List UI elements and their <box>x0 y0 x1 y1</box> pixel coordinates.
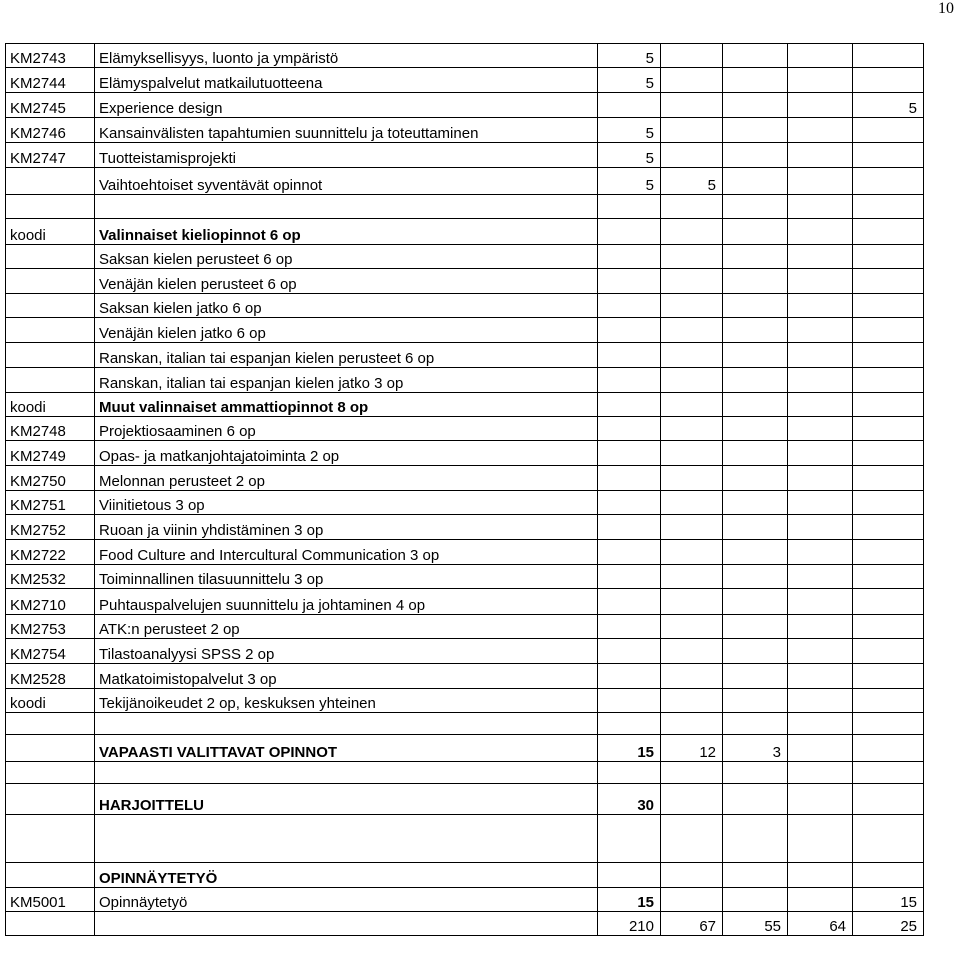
table-row <box>6 93 924 118</box>
table-row <box>6 540 924 565</box>
empty-cell <box>853 762 924 784</box>
credit-cell <box>723 466 788 491</box>
course-code <box>6 912 95 936</box>
credit-cell <box>788 68 853 93</box>
course-code: KM2743 <box>6 44 95 68</box>
course-code <box>6 735 95 762</box>
course-name <box>95 195 598 219</box>
table-row <box>6 589 924 615</box>
credit-cell <box>788 639 853 664</box>
course-name: Opas- ja matkanjohtajatoiminta 2 op <box>95 441 598 466</box>
table-row <box>6 269 924 294</box>
credit-cell <box>853 589 924 615</box>
credit-cell <box>661 44 723 68</box>
page-number: 10 <box>938 0 954 17</box>
credit-cell <box>661 368 723 393</box>
table-row <box>6 565 924 589</box>
credit-cell <box>788 515 853 540</box>
course-code: KM2744 <box>6 68 95 93</box>
credit-cell <box>723 565 788 589</box>
credit-cell <box>723 68 788 93</box>
credit-cell <box>788 689 853 713</box>
credit-cell <box>853 294 924 318</box>
credit-cell <box>853 689 924 713</box>
credit-cell <box>661 93 723 118</box>
credit-cell <box>661 318 723 343</box>
credit-cell <box>661 219 723 245</box>
credit-cell <box>723 393 788 417</box>
course-name: Puhtauspalvelujen suunnittelu ja johtaminen 4 op <box>95 589 598 615</box>
empty-cell <box>788 762 853 784</box>
credit-cell <box>661 245 723 269</box>
course-code: koodi <box>6 393 95 417</box>
empty-cell <box>95 815 598 863</box>
empty-cell <box>95 762 598 784</box>
course-code: KM5001 <box>6 888 95 912</box>
credit-cell <box>661 294 723 318</box>
course-code <box>6 195 95 219</box>
credit-cell <box>723 441 788 466</box>
credit-cell <box>661 615 723 639</box>
credit-cell <box>723 515 788 540</box>
credit-cell <box>723 318 788 343</box>
credit-cell <box>661 441 723 466</box>
credit-cell <box>723 219 788 245</box>
credit-cell <box>788 44 853 68</box>
course-code: KM2748 <box>6 417 95 441</box>
credit-cell <box>661 269 723 294</box>
empty-cell <box>661 815 723 863</box>
empty-cell <box>723 713 788 735</box>
credit-cell <box>723 615 788 639</box>
credit-cell <box>853 639 924 664</box>
course-name: Tekijänoikeudet 2 op, keskuksen yhteinen <box>95 689 598 713</box>
credit-cell <box>598 689 661 713</box>
table-row <box>6 294 924 318</box>
empty-cell <box>598 815 661 863</box>
course-name <box>95 912 598 936</box>
course-name: Food Culture and Intercultural Communication 3 op <box>95 540 598 565</box>
table-row <box>6 195 924 219</box>
table-row <box>6 118 924 143</box>
course-code: koodi <box>6 219 95 245</box>
course-name: Projektiosaaminen 6 op <box>95 417 598 441</box>
credit-cell: 15 <box>598 888 661 912</box>
credit-cell <box>723 44 788 68</box>
course-code <box>6 168 95 195</box>
credit-cell: 15 <box>853 888 924 912</box>
course-code: KM2752 <box>6 515 95 540</box>
credit-cell <box>788 118 853 143</box>
credit-cell <box>598 466 661 491</box>
credit-cell: 30 <box>598 784 661 815</box>
credit-cell <box>853 441 924 466</box>
table-row <box>6 245 924 269</box>
credit-cell <box>788 143 853 168</box>
table-row <box>6 888 924 912</box>
table-row <box>6 515 924 540</box>
section-heading-vapaasti: VAPAASTI VALITTAVAT OPINNOT <box>95 735 598 762</box>
credit-cell <box>788 863 853 888</box>
credit-cell <box>788 491 853 515</box>
credit-cell <box>661 888 723 912</box>
course-code <box>6 368 95 393</box>
course-name: Vaihtoehtoiset syventävät opinnot <box>95 168 598 195</box>
course-name: Toiminnallinen tilasuunnittelu 3 op <box>95 565 598 589</box>
credit-cell <box>853 491 924 515</box>
course-code: KM2754 <box>6 639 95 664</box>
course-code <box>6 294 95 318</box>
credit-cell <box>598 565 661 589</box>
credit-cell <box>661 491 723 515</box>
credit-cell <box>661 118 723 143</box>
credit-cell <box>853 68 924 93</box>
section-heading-opinnaytetyo: OPINNÄYTETYÖ <box>95 863 598 888</box>
credit-cell <box>788 269 853 294</box>
credit-cell <box>661 784 723 815</box>
credit-cell <box>661 863 723 888</box>
credit-cell <box>723 784 788 815</box>
credit-cell <box>853 269 924 294</box>
table-row <box>6 863 924 888</box>
course-name: ATK:n perusteet 2 op <box>95 615 598 639</box>
empty-cell <box>95 713 598 735</box>
empty-cell <box>598 713 661 735</box>
credit-cell <box>661 343 723 368</box>
course-name: Saksan kielen jatko 6 op <box>95 294 598 318</box>
course-code: KM2532 <box>6 565 95 589</box>
credit-cell <box>661 589 723 615</box>
credit-cell <box>723 368 788 393</box>
credit-cell <box>598 93 661 118</box>
credit-cell <box>853 565 924 589</box>
course-name: Viinitietous 3 op <box>95 491 598 515</box>
table-row <box>6 615 924 639</box>
table-row <box>6 466 924 491</box>
table-row <box>6 664 924 689</box>
course-name: Venäjän kielen perusteet 6 op <box>95 269 598 294</box>
total-cell: 210 <box>598 912 661 936</box>
course-name: Experience design <box>95 93 598 118</box>
table-row <box>6 417 924 441</box>
credit-cell <box>788 393 853 417</box>
section-heading-harjoittelu: HARJOITTELU <box>95 784 598 815</box>
empty-cell <box>6 762 95 784</box>
credit-cell: 5 <box>598 44 661 68</box>
course-code <box>6 343 95 368</box>
table-row <box>6 318 924 343</box>
credit-cell <box>853 318 924 343</box>
empty-cell <box>788 713 853 735</box>
course-code: KM2722 <box>6 540 95 565</box>
table-row <box>6 784 924 815</box>
course-code: KM2746 <box>6 118 95 143</box>
credit-cell <box>598 615 661 639</box>
course-code <box>6 269 95 294</box>
total-cell: 25 <box>853 912 924 936</box>
course-code <box>6 784 95 815</box>
course-name: Tilastoanalyysi SPSS 2 op <box>95 639 598 664</box>
credit-cell <box>788 343 853 368</box>
empty-cell <box>661 713 723 735</box>
table-row <box>6 393 924 417</box>
course-code <box>6 318 95 343</box>
credit-cell <box>853 393 924 417</box>
course-code: KM2745 <box>6 93 95 118</box>
credit-cell: 3 <box>723 735 788 762</box>
credit-cell <box>598 294 661 318</box>
credit-cell <box>853 664 924 689</box>
course-code: KM2749 <box>6 441 95 466</box>
credit-cell <box>661 540 723 565</box>
credit-cell <box>853 245 924 269</box>
credit-cell <box>788 466 853 491</box>
spacer-row <box>6 762 924 784</box>
credit-cell <box>723 888 788 912</box>
credit-cell <box>723 540 788 565</box>
credit-cell <box>598 219 661 245</box>
credit-cell <box>598 318 661 343</box>
course-name: Matkatoimistopalvelut 3 op <box>95 664 598 689</box>
total-cell: 67 <box>661 912 723 936</box>
credit-cell <box>723 245 788 269</box>
credit-cell <box>723 689 788 713</box>
credit-cell <box>853 118 924 143</box>
credit-cell <box>723 589 788 615</box>
table-row <box>6 441 924 466</box>
credit-cell <box>723 168 788 195</box>
credit-cell: 5 <box>598 68 661 93</box>
curriculum-table <box>5 43 924 936</box>
empty-cell <box>723 815 788 863</box>
credit-cell <box>788 735 853 762</box>
empty-cell <box>661 762 723 784</box>
total-cell: 55 <box>723 912 788 936</box>
credit-cell <box>853 368 924 393</box>
credit-cell <box>661 68 723 93</box>
credit-cell <box>598 639 661 664</box>
table-row <box>6 219 924 245</box>
empty-cell <box>853 713 924 735</box>
credit-cell <box>723 269 788 294</box>
credit-cell <box>723 863 788 888</box>
credit-cell <box>723 639 788 664</box>
table-row <box>6 689 924 713</box>
course-name: Ranskan, italian tai espanjan kielen perusteet 6 op <box>95 343 598 368</box>
course-code: KM2751 <box>6 491 95 515</box>
credit-cell <box>661 466 723 491</box>
empty-cell <box>6 815 95 863</box>
empty-cell <box>6 713 95 735</box>
credit-cell <box>723 343 788 368</box>
credit-cell <box>853 168 924 195</box>
credit-cell <box>788 615 853 639</box>
credit-cell <box>723 664 788 689</box>
course-name: Ruoan ja viinin yhdistäminen 3 op <box>95 515 598 540</box>
credit-cell <box>788 565 853 589</box>
course-code: KM2750 <box>6 466 95 491</box>
credit-cell <box>661 393 723 417</box>
course-name: Elämyspalvelut matkailutuotteena <box>95 68 598 93</box>
table-row <box>6 491 924 515</box>
credit-cell <box>598 491 661 515</box>
credit-cell <box>661 664 723 689</box>
credit-cell <box>788 888 853 912</box>
credit-cell <box>788 368 853 393</box>
credit-cell <box>853 44 924 68</box>
credit-cell <box>598 589 661 615</box>
credit-cell <box>853 143 924 168</box>
course-code: KM2747 <box>6 143 95 168</box>
credit-cell <box>788 589 853 615</box>
course-code: KM2753 <box>6 615 95 639</box>
course-code <box>6 245 95 269</box>
credit-cell <box>723 491 788 515</box>
course-code: KM2710 <box>6 589 95 615</box>
table-row <box>6 143 924 168</box>
credit-cell <box>598 515 661 540</box>
credit-cell <box>853 784 924 815</box>
table-row <box>6 168 924 195</box>
credit-cell <box>788 245 853 269</box>
credit-cell <box>661 689 723 713</box>
empty-cell <box>598 762 661 784</box>
course-name: Tuotteistamisprojekti <box>95 143 598 168</box>
credit-cell <box>853 615 924 639</box>
course-name: Valinnaiset kieliopinnot 6 op <box>95 219 598 245</box>
course-name: Saksan kielen perusteet 6 op <box>95 245 598 269</box>
credit-cell <box>853 735 924 762</box>
totals-row <box>6 912 924 936</box>
credit-cell <box>788 441 853 466</box>
credit-cell <box>598 269 661 294</box>
credit-cell <box>788 784 853 815</box>
credit-cell <box>723 417 788 441</box>
credit-cell <box>788 664 853 689</box>
credit-cell: 5 <box>853 93 924 118</box>
credit-cell: 5 <box>661 168 723 195</box>
credit-cell <box>723 195 788 219</box>
credit-cell <box>853 343 924 368</box>
table-row <box>6 68 924 93</box>
credit-cell <box>723 93 788 118</box>
credit-cell <box>788 93 853 118</box>
credit-cell <box>598 441 661 466</box>
course-name: Ranskan, italian tai espanjan kielen jatko 3 op <box>95 368 598 393</box>
course-name: Opinnäytetyö <box>95 888 598 912</box>
credit-cell <box>661 417 723 441</box>
course-name: Venäjän kielen jatko 6 op <box>95 318 598 343</box>
table-row <box>6 368 924 393</box>
course-name: Elämyksellisyys, luonto ja ympäristö <box>95 44 598 68</box>
credit-cell: 12 <box>661 735 723 762</box>
credit-cell <box>853 219 924 245</box>
empty-cell <box>853 815 924 863</box>
credit-cell <box>853 195 924 219</box>
credit-cell <box>598 393 661 417</box>
credit-cell <box>788 540 853 565</box>
empty-cell <box>723 762 788 784</box>
spacer-row <box>6 713 924 735</box>
course-name: Muut valinnaiset ammattiopinnot 8 op <box>95 393 598 417</box>
credit-cell <box>598 540 661 565</box>
credit-cell <box>853 863 924 888</box>
credit-cell <box>598 343 661 368</box>
credit-cell <box>661 565 723 589</box>
credit-cell <box>661 143 723 168</box>
credit-cell <box>788 219 853 245</box>
course-code: KM2528 <box>6 664 95 689</box>
credit-cell: 15 <box>598 735 661 762</box>
credit-cell <box>853 417 924 441</box>
credit-cell <box>723 143 788 168</box>
credit-cell: 5 <box>598 168 661 195</box>
table-row <box>6 639 924 664</box>
credit-cell <box>661 515 723 540</box>
course-name: Melonnan perusteet 2 op <box>95 466 598 491</box>
table-row <box>6 44 924 68</box>
total-cell: 64 <box>788 912 853 936</box>
credit-cell <box>723 294 788 318</box>
course-code <box>6 863 95 888</box>
credit-cell <box>598 863 661 888</box>
course-name: Kansainvälisten tapahtumien suunnittelu ja toteuttaminen <box>95 118 598 143</box>
credit-cell: 5 <box>598 118 661 143</box>
credit-cell <box>661 639 723 664</box>
credit-cell <box>788 417 853 441</box>
empty-cell <box>788 815 853 863</box>
credit-cell <box>661 195 723 219</box>
credit-cell <box>788 195 853 219</box>
credit-cell <box>788 294 853 318</box>
credit-cell <box>788 168 853 195</box>
credit-cell <box>598 245 661 269</box>
credit-cell <box>598 195 661 219</box>
course-code: koodi <box>6 689 95 713</box>
credit-cell <box>853 540 924 565</box>
credit-cell <box>598 368 661 393</box>
spacer-row <box>6 815 924 863</box>
credit-cell <box>598 664 661 689</box>
credit-cell <box>853 466 924 491</box>
table-row <box>6 343 924 368</box>
credit-cell: 5 <box>598 143 661 168</box>
credit-cell <box>788 318 853 343</box>
credit-cell <box>723 118 788 143</box>
table-row <box>6 735 924 762</box>
credit-cell <box>598 417 661 441</box>
credit-cell <box>853 515 924 540</box>
